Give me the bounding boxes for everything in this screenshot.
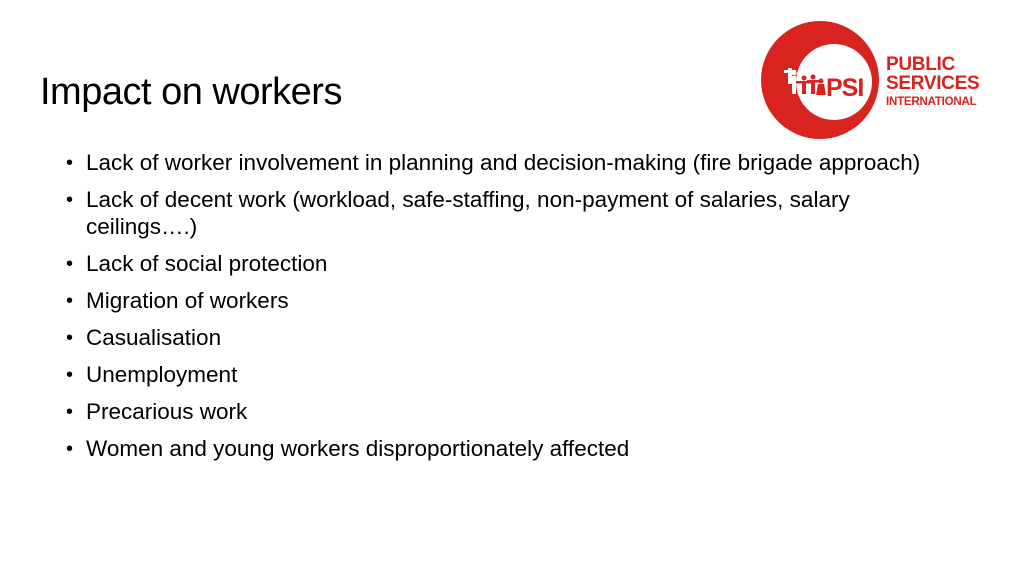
bullet-item xyxy=(62,187,942,240)
bullet-text: Lack of social protection xyxy=(86,250,328,276)
bullet-text: Lack of decent work (workload, safe-staffing, non-payment of salaries, salary ceilings….) xyxy=(86,187,850,239)
psi-emblem-icon xyxy=(760,20,880,140)
logo-wordmark xyxy=(886,55,979,109)
psi-mark-text: PSI xyxy=(826,74,864,102)
bullet-icon: • xyxy=(66,400,74,423)
psi-logo xyxy=(760,20,990,140)
bullet-text: Precarious work xyxy=(86,398,248,424)
logo-line-services: SERVICES xyxy=(886,73,980,94)
logo-line-public: PUBLIC xyxy=(886,54,955,75)
bullet-icon: • xyxy=(66,152,74,174)
bullet-item xyxy=(62,436,942,463)
bullet-item xyxy=(62,150,942,177)
bullet-icon: • xyxy=(66,189,74,211)
bullet-text: Women and young workers disproportionately affected xyxy=(86,435,630,461)
bullet-list xyxy=(62,150,942,473)
bullet-icon: • xyxy=(66,252,74,275)
bullet-item xyxy=(62,362,942,389)
bullet-item xyxy=(62,325,942,352)
logo-line-international: INTERNATIONAL xyxy=(886,96,977,108)
bullet-icon: • xyxy=(66,289,74,312)
bullet-item xyxy=(62,399,942,426)
bullet-icon: • xyxy=(66,363,74,386)
bullet-item xyxy=(62,251,942,278)
slide-title: Impact on workers xyxy=(40,71,342,113)
bullet-icon: • xyxy=(66,326,74,349)
bullet-item xyxy=(62,288,942,315)
bullet-text: Migration of workers xyxy=(86,287,289,313)
bullet-icon: • xyxy=(66,437,74,460)
bullet-text: Unemployment xyxy=(86,361,238,387)
bullet-text: Lack of worker involvement in planning and decision-making (fire brigade approach) xyxy=(86,150,921,175)
bullet-text: Casualisation xyxy=(86,324,222,350)
